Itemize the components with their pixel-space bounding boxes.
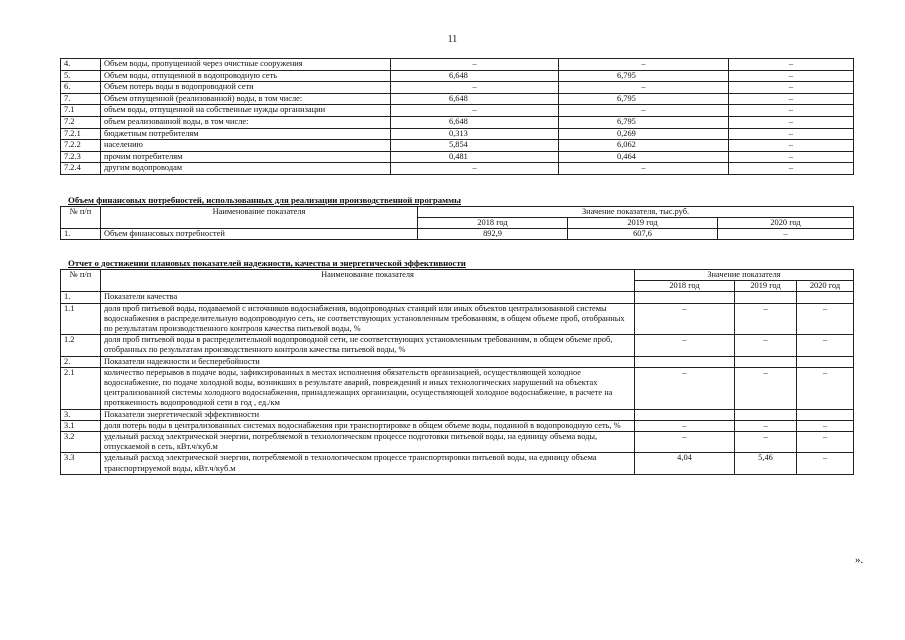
row-num: 3.3 bbox=[61, 453, 101, 474]
row-value: 0,481 bbox=[391, 151, 559, 163]
row-value: – bbox=[635, 303, 735, 335]
table-row bbox=[61, 432, 854, 453]
row-name: Объем воды, пропущенной через очистные сооружения bbox=[101, 59, 391, 71]
row-value: – bbox=[729, 140, 854, 152]
table-row bbox=[61, 163, 854, 175]
year-header: 2019 год bbox=[568, 218, 718, 229]
table-row bbox=[61, 140, 854, 152]
row-value: – bbox=[729, 116, 854, 128]
row-num: 3. bbox=[61, 409, 101, 420]
group-row bbox=[61, 409, 854, 420]
col-name-header: Наименование показателя bbox=[101, 207, 418, 229]
row-value: 6,062 bbox=[559, 140, 729, 152]
row-num: 7.1 bbox=[61, 105, 101, 117]
row-name: доля потерь воды в централизованных системах водоснабжения при транспортировке в общем объеме воды, поданной в водопроводную сеть, % bbox=[101, 420, 635, 431]
row-value: – bbox=[391, 105, 559, 117]
row-name: Объем отпущенной (реализованной) воды, в том числе: bbox=[101, 93, 391, 105]
row-value: – bbox=[797, 453, 854, 474]
row-value: – bbox=[729, 82, 854, 94]
row-name: Объем потерь воды в водопроводной сети bbox=[101, 82, 391, 94]
row-value: – bbox=[729, 59, 854, 71]
row-value: – bbox=[797, 335, 854, 356]
empty-cell bbox=[797, 409, 854, 420]
empty-cell bbox=[635, 292, 735, 303]
row-value: – bbox=[729, 151, 854, 163]
col-value-header: Значение показателя, тыс.руб. bbox=[418, 207, 854, 218]
year-header: 2019 год bbox=[735, 281, 797, 292]
row-value: – bbox=[735, 335, 797, 356]
indicators-table bbox=[60, 269, 854, 475]
empty-cell bbox=[735, 356, 797, 367]
group-row bbox=[61, 356, 854, 367]
row-num: 1. bbox=[61, 229, 101, 240]
row-num: 1. bbox=[61, 292, 101, 303]
financial-section-title: Объем финансовых потребностей, использованных для реализации производственной программы bbox=[68, 195, 461, 205]
row-value: – bbox=[735, 367, 797, 409]
row-name: бюджетным потребителям bbox=[101, 128, 391, 140]
row-name: населению bbox=[101, 140, 391, 152]
volume-table-body bbox=[61, 59, 854, 175]
row-value: – bbox=[635, 335, 735, 356]
row-name: объем воды, отпущенной на собственные нужды организации bbox=[101, 105, 391, 117]
row-value: – bbox=[559, 105, 729, 117]
page-number: 11 bbox=[447, 34, 458, 45]
row-num: 3.1 bbox=[61, 420, 101, 431]
row-value: 6,648 bbox=[391, 93, 559, 105]
row-value: – bbox=[718, 229, 854, 240]
row-name: Показатели качества bbox=[101, 292, 635, 303]
financial-table bbox=[60, 206, 854, 240]
row-num: 1.2 bbox=[61, 335, 101, 356]
row-value: – bbox=[797, 432, 854, 453]
row-name: Показатели надежности и бесперебойности bbox=[101, 356, 635, 367]
table-row bbox=[61, 335, 854, 356]
row-value: – bbox=[729, 128, 854, 140]
row-name: прочим потребителям bbox=[101, 151, 391, 163]
table-row bbox=[61, 303, 854, 335]
row-value: 0,464 bbox=[559, 151, 729, 163]
row-value: – bbox=[797, 420, 854, 431]
indicators-table-body bbox=[61, 270, 854, 475]
col-name-header: Наименование показателя bbox=[101, 270, 635, 292]
row-value: – bbox=[559, 82, 729, 94]
col-num-header: № п/п bbox=[61, 207, 101, 229]
row-value: – bbox=[797, 303, 854, 335]
year-header: 2020 год bbox=[718, 218, 854, 229]
year-header: 2018 год bbox=[418, 218, 568, 229]
table-row bbox=[61, 420, 854, 431]
table-row bbox=[61, 105, 854, 117]
col-num-header: № п/п bbox=[61, 270, 101, 292]
row-value: – bbox=[635, 432, 735, 453]
row-value: 0,269 bbox=[559, 128, 729, 140]
empty-cell bbox=[635, 409, 735, 420]
row-value: – bbox=[559, 163, 729, 175]
row-value: – bbox=[797, 367, 854, 409]
indicators-section-title: Отчет о достижении плановых показателей надежности, качества и энергетической эффективности bbox=[68, 258, 466, 268]
row-value: – bbox=[391, 59, 559, 71]
row-num: 7.2.3 bbox=[61, 151, 101, 163]
empty-cell bbox=[635, 356, 735, 367]
row-num: 6. bbox=[61, 82, 101, 94]
year-header: 2020 год bbox=[797, 281, 854, 292]
row-name: доля проб питьевой воды, подаваемой с источников водоснабжения, водопроводных станций или иных объектов централизованной системы водоснабжения в распределительную водопроводную сеть, не соответствующих установленным требованиям, в общем объеме проб, отобранных по результатам производственного контроля качества питьевой воды, % bbox=[101, 303, 635, 335]
table-row bbox=[61, 367, 854, 409]
closing-mark: ». bbox=[855, 554, 864, 566]
table-row bbox=[61, 128, 854, 140]
row-value: – bbox=[391, 163, 559, 175]
row-name: Показатели энергетической эффективности bbox=[101, 409, 635, 420]
row-num: 1.1 bbox=[61, 303, 101, 335]
group-row bbox=[61, 292, 854, 303]
row-name: объем реализованной воды, в том числе: bbox=[101, 116, 391, 128]
row-name: другим водопроводам bbox=[101, 163, 391, 175]
table-row bbox=[61, 93, 854, 105]
col-value-header: Значение показателя bbox=[635, 270, 854, 281]
row-num: 7.2 bbox=[61, 116, 101, 128]
table-row bbox=[61, 151, 854, 163]
table-row bbox=[61, 453, 854, 474]
row-value: 6,795 bbox=[559, 116, 729, 128]
volume-table bbox=[60, 58, 854, 175]
row-value: 5,854 bbox=[391, 140, 559, 152]
table-row bbox=[61, 116, 854, 128]
empty-cell bbox=[797, 292, 854, 303]
row-value: – bbox=[729, 93, 854, 105]
row-num: 2. bbox=[61, 356, 101, 367]
table-row bbox=[61, 59, 854, 71]
year-header: 2018 год bbox=[635, 281, 735, 292]
row-num: 7.2.2 bbox=[61, 140, 101, 152]
row-value: – bbox=[559, 59, 729, 71]
row-num: 5. bbox=[61, 70, 101, 82]
empty-cell bbox=[735, 409, 797, 420]
table-row bbox=[61, 70, 854, 82]
row-num: 7. bbox=[61, 93, 101, 105]
row-name: удельный расход электрической энергии, потребляемой в технологическом процессе подготовки питьевой воды, на единицу объема воды, отпускаемой в сеть, кВт.ч/куб.м bbox=[101, 432, 635, 453]
row-value: – bbox=[735, 432, 797, 453]
row-value: 892,9 bbox=[418, 229, 568, 240]
table-row bbox=[61, 229, 854, 240]
row-name: доля проб питьевой воды в распределительной водопроводной сети, не соответствующих установленным требованиям, в общем объеме проб, отобранных по результатам производственного контроля качества питьевой воды, % bbox=[101, 335, 635, 356]
row-name: удельный расход электрической энергии, потребляемой в технологическом процессе транспортировки питьевой воды, на единицу объема транспортируемой воды, кВт.ч/куб.м bbox=[101, 453, 635, 474]
row-num: 7.2.1 bbox=[61, 128, 101, 140]
row-name: Объем финансовых потребностей bbox=[101, 229, 418, 240]
row-value: – bbox=[735, 420, 797, 431]
row-value: 6,648 bbox=[391, 70, 559, 82]
row-value: – bbox=[729, 163, 854, 175]
row-value: – bbox=[635, 367, 735, 409]
row-value: 6,648 bbox=[391, 116, 559, 128]
row-name: количество перерывов в подаче воды, зафиксированных в местах исполнения обязательств организацией, осуществляющей холодное водоснабжение, по подаче холодной воды, возникших в результате аварий, повреждений и иных технологических нарушений на объектах централизованной системы холодного водоснабжения, принадлежащих организации, осуществляющей холодное водоснабжение, в расчете на протяженность водопроводной сети в год , ед./км bbox=[101, 367, 635, 409]
row-num: 4. bbox=[61, 59, 101, 71]
empty-cell bbox=[797, 356, 854, 367]
row-value: 6,795 bbox=[559, 70, 729, 82]
row-value: – bbox=[735, 303, 797, 335]
row-num: 3.2 bbox=[61, 432, 101, 453]
row-value: – bbox=[391, 82, 559, 94]
empty-cell bbox=[735, 292, 797, 303]
row-value: 607,6 bbox=[568, 229, 718, 240]
row-value: 4,04 bbox=[635, 453, 735, 474]
row-num: 2.1 bbox=[61, 367, 101, 409]
row-value: 6,795 bbox=[559, 93, 729, 105]
row-value: – bbox=[729, 105, 854, 117]
table-row bbox=[61, 82, 854, 94]
row-value: – bbox=[635, 420, 735, 431]
row-value: – bbox=[729, 70, 854, 82]
row-value: 5,46 bbox=[735, 453, 797, 474]
row-num: 7.2.4 bbox=[61, 163, 101, 175]
row-name: Объем воды, отпущенной в водопроводную сеть bbox=[101, 70, 391, 82]
row-value: 0,313 bbox=[391, 128, 559, 140]
